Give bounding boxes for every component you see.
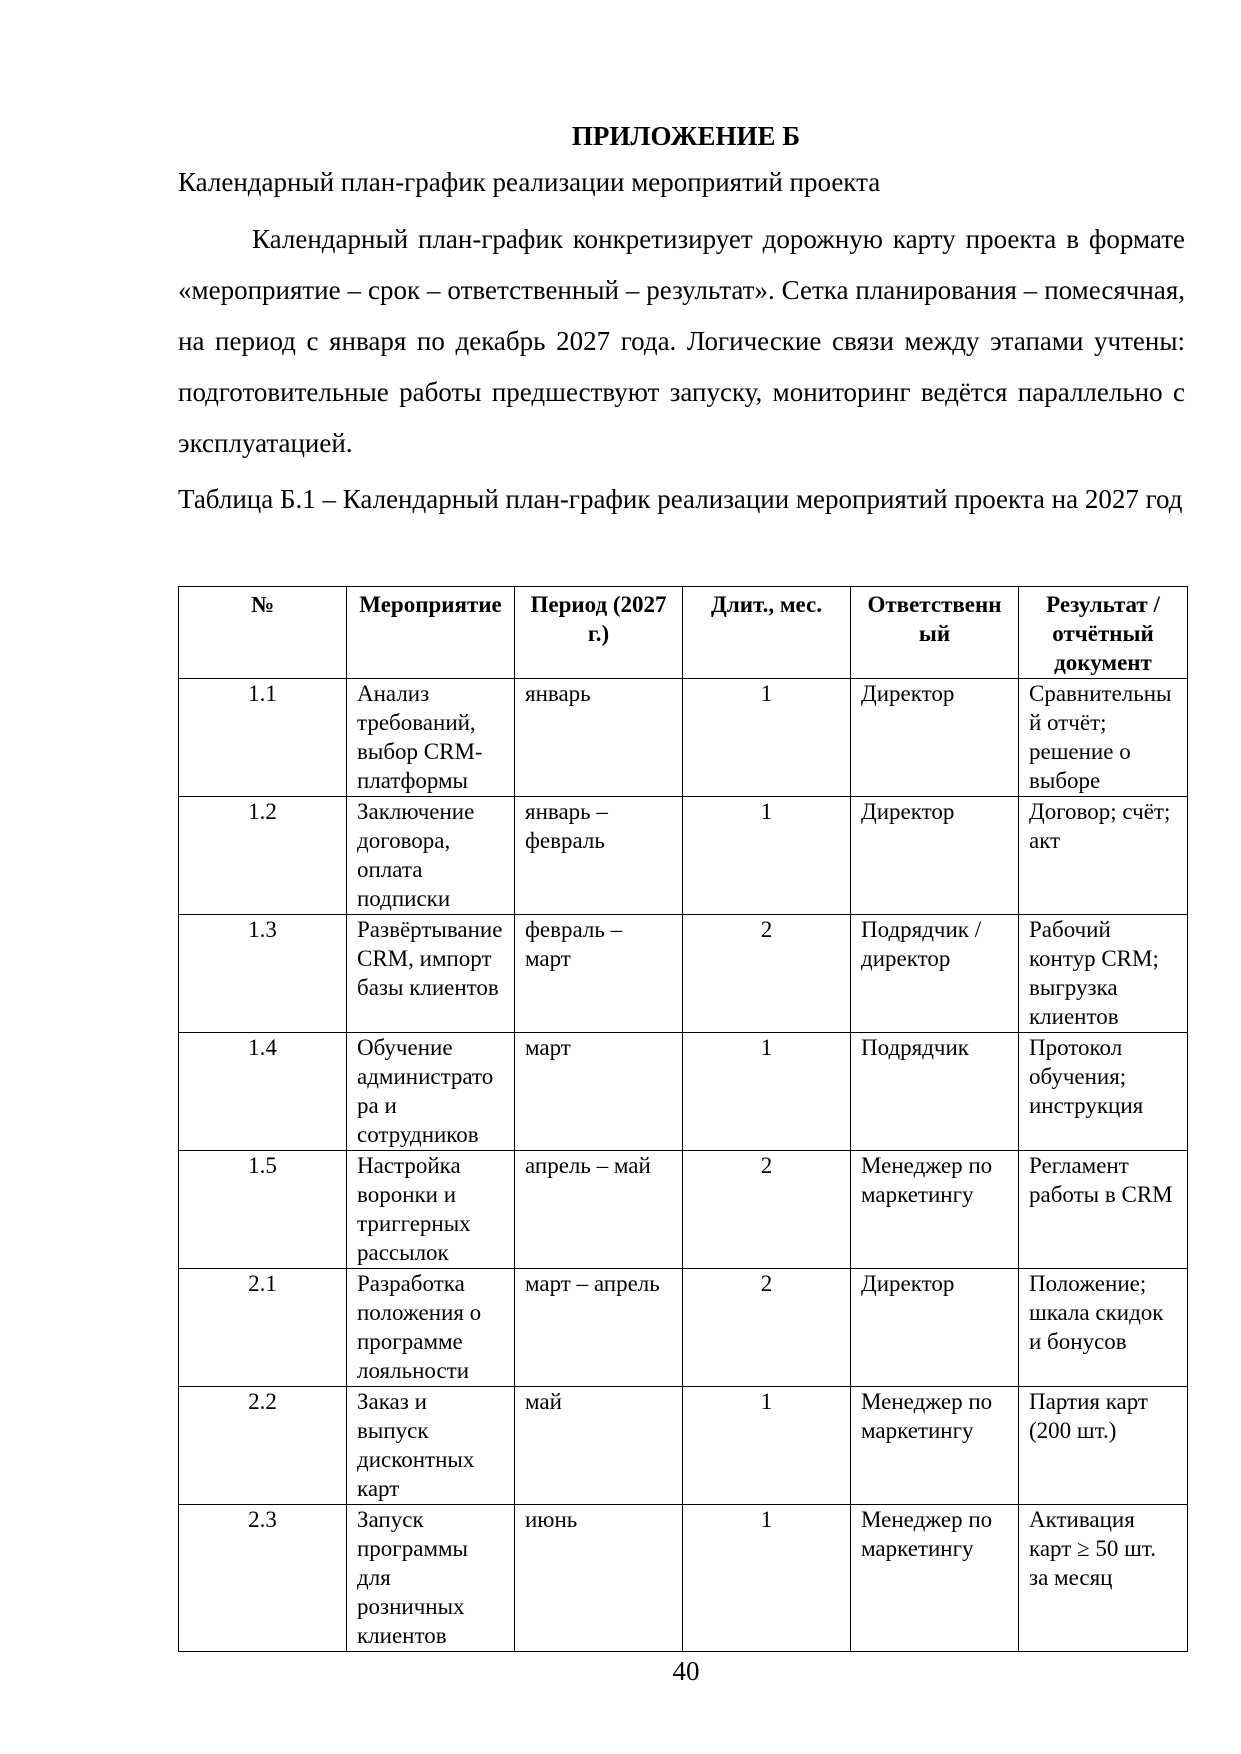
row-num: 2.3 xyxy=(179,1505,347,1652)
row-responsible: Подрядчик xyxy=(851,1033,1019,1151)
table-row xyxy=(179,915,1188,1033)
row-period: февраль – март xyxy=(515,915,683,1033)
row-period: март – апрель xyxy=(515,1269,683,1387)
row-period: март xyxy=(515,1033,683,1151)
row-period: июнь xyxy=(515,1505,683,1652)
row-result: Рабочий контур CRM; выгрузка клиентов xyxy=(1019,915,1188,1033)
row-period: январь – февраль xyxy=(515,797,683,915)
row-num: 1.1 xyxy=(179,679,347,797)
table-header-row xyxy=(179,587,1188,679)
table-row xyxy=(179,797,1188,915)
table-row xyxy=(179,1505,1188,1652)
row-activity: Разработка положения о программе лояльности xyxy=(347,1269,515,1387)
row-duration: 1 xyxy=(683,1505,851,1652)
row-result: Регламент работы в CRM xyxy=(1019,1151,1188,1269)
row-activity: Настройка воронки и триггерных рассылок xyxy=(347,1151,515,1269)
row-duration: 1 xyxy=(683,797,851,915)
row-responsible: Менеджер по маркетингу xyxy=(851,1151,1019,1269)
row-responsible: Менеджер по маркетингу xyxy=(851,1387,1019,1505)
row-duration: 1 xyxy=(683,1387,851,1505)
row-period: январь xyxy=(515,679,683,797)
row-num: 2.2 xyxy=(179,1387,347,1505)
row-result: Положение; шкала скидок и бонусов xyxy=(1019,1269,1188,1387)
row-result: Активация карт ≥ 50 шт. за месяц xyxy=(1019,1505,1188,1652)
row-num: 1.4 xyxy=(179,1033,347,1151)
table-row xyxy=(179,1033,1188,1151)
row-duration: 1 xyxy=(683,679,851,797)
row-duration: 2 xyxy=(683,915,851,1033)
header-num: № xyxy=(179,587,347,679)
row-duration: 2 xyxy=(683,1151,851,1269)
row-activity: Развёртывание CRM, импорт базы клиентов xyxy=(347,915,515,1033)
table-row xyxy=(179,1151,1188,1269)
row-num: 1.3 xyxy=(179,915,347,1033)
row-result: Протокол обучения; инструкция xyxy=(1019,1033,1188,1151)
row-activity: Заключение договора, оплата подписки xyxy=(347,797,515,915)
row-activity: Анализ требований, выбор CRM-платформы xyxy=(347,679,515,797)
row-responsible: Менеджер по маркетингу xyxy=(851,1505,1019,1652)
table-caption: Таблица Б.1 – Календарный план-график реализации мероприятий проекта на 2027 год xyxy=(178,484,1183,514)
appendix-subtitle: Календарный план-график реализации мероприятий проекта xyxy=(178,167,881,197)
page-number: 40 xyxy=(672,1656,700,1686)
row-result: Договор; счёт; акт xyxy=(1019,797,1188,915)
table-row xyxy=(179,1387,1188,1505)
row-num: 1.5 xyxy=(179,1151,347,1269)
row-responsible: Директор xyxy=(851,679,1019,797)
row-period: май xyxy=(515,1387,683,1505)
row-num: 2.1 xyxy=(179,1269,347,1387)
row-activity: Обучение администратора и сотрудников xyxy=(347,1033,515,1151)
row-period: апрель – май xyxy=(515,1151,683,1269)
header-result: Результат / отчётный документ xyxy=(1019,587,1188,679)
schedule-table xyxy=(178,586,1188,1652)
table-row xyxy=(179,679,1188,797)
header-responsible: Ответственный xyxy=(851,587,1019,679)
row-responsible: Директор xyxy=(851,1269,1019,1387)
row-activity: Заказ и выпуск дисконтных карт xyxy=(347,1387,515,1505)
header-activity: Мероприятие xyxy=(347,587,515,679)
row-duration: 2 xyxy=(683,1269,851,1387)
row-num: 1.2 xyxy=(179,797,347,915)
appendix-heading: ПРИЛОЖЕНИЕ Б xyxy=(571,121,801,151)
row-activity: Запуск программы для розничных клиентов xyxy=(347,1505,515,1652)
header-duration: Длит., мес. xyxy=(683,587,851,679)
table-row xyxy=(179,1269,1188,1387)
row-responsible: Подрядчик / директор xyxy=(851,915,1019,1033)
row-responsible: Директор xyxy=(851,797,1019,915)
row-duration: 1 xyxy=(683,1033,851,1151)
row-result: Сравнительный отчёт; решение о выборе xyxy=(1019,679,1188,797)
row-result: Партия карт (200 шт.) xyxy=(1019,1387,1188,1505)
intro-paragraph: Календарный план-график конкретизирует дорожную карту проекта в формате «мероприятие – срок – ответственный – результат». Сетка планирования – помесячная, на период с января по декабрь 2027 года. Логические связи между этапами учтены: подготовительные работы предшествуют запуску, мониторинг ведётся параллельно с эксплуатацией. xyxy=(178,224,1185,458)
header-period: Период (2027 г.) xyxy=(515,587,683,679)
